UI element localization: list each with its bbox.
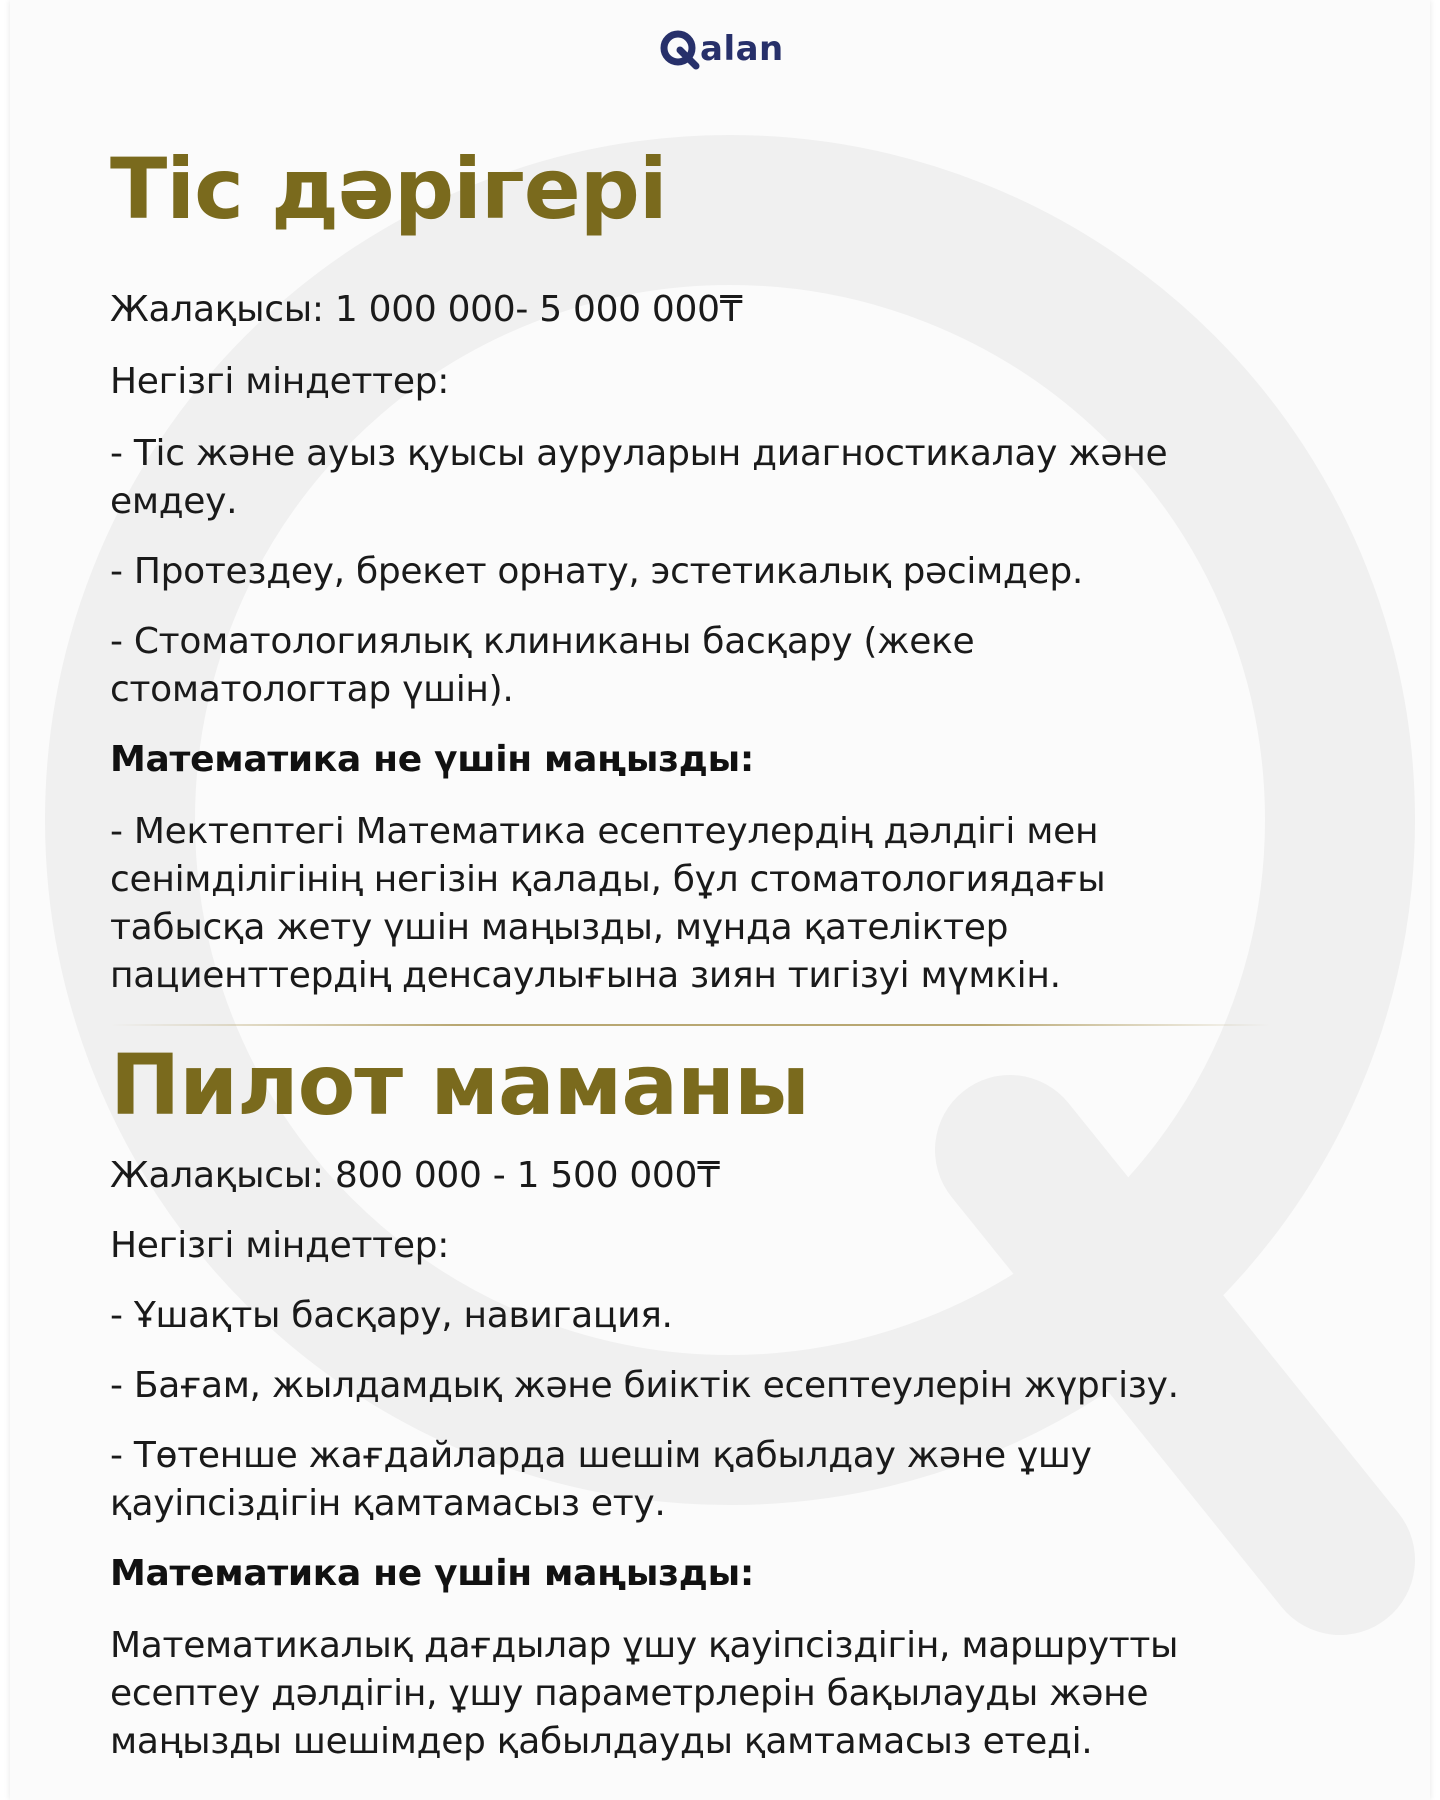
document-page — [10, 0, 1430, 1800]
duty-item: - Төтенше жағдайларда шешім қабылдау және ұшу қауіпсіздігін қамтамасыз ету. — [110, 1435, 1092, 1524]
duty-item: - Протездеу, брекет орнату, эстетикалық рәсімдер. — [110, 551, 1084, 592]
section-pilot — [110, 1036, 1290, 1766]
duty-item: - Стоматологиялық клиниканы басқару (жеке стоматологтар үшін). — [110, 621, 975, 710]
section-title: Тіс дәрігері — [110, 140, 667, 238]
duties-heading: Негізгі міндеттер: — [110, 1225, 450, 1266]
math-heading: Математика не үшін маңызды: — [110, 739, 754, 780]
math-text: Математикалық дағдылар ұшу қауіпсіздігін, маршрутты есептеу дәлдігін, ұшу параметрлерін бақылауды және маңызды шешімдер қабылдауды қамтамасыз етеді. — [110, 1625, 1179, 1762]
logo-text: alan — [700, 29, 784, 69]
section-divider — [110, 1024, 1270, 1026]
duties-heading: Негізгі міндеттер: — [110, 361, 450, 402]
section-title: Пилот маманы — [110, 1036, 810, 1134]
salary-text: Жалақысы: 1 000 000- 5 000 000₸ — [110, 289, 743, 330]
math-heading: Математика не үшін маңызды: — [110, 1553, 754, 1594]
qalan-logo — [658, 24, 784, 74]
duty-item: - Тіс және ауыз қуысы ауруларын диагностикалау және емдеу. — [110, 433, 1168, 522]
salary-text: Жалақысы: 800 000 - 1 500 000₸ — [110, 1155, 720, 1196]
duty-item: - Бағам, жылдамдық және биіктік есептеулерін жүргізу. — [110, 1365, 1179, 1406]
math-text: - Мектептегі Математика есептеулердің дәлдігі мен сенімділігінің негізін қалады, бұл стоматологиядағы табысқа жету үшін маңызды, мұнда қателіктер пациенттердің денсаулығына зиян тигізуі мүмкін. — [110, 811, 1106, 996]
qalan-logo-mark-icon — [658, 28, 700, 70]
duty-item: - Ұшақты басқару, навигация. — [110, 1295, 673, 1336]
main-content — [110, 140, 1290, 1766]
section-dentist — [110, 140, 1290, 1000]
